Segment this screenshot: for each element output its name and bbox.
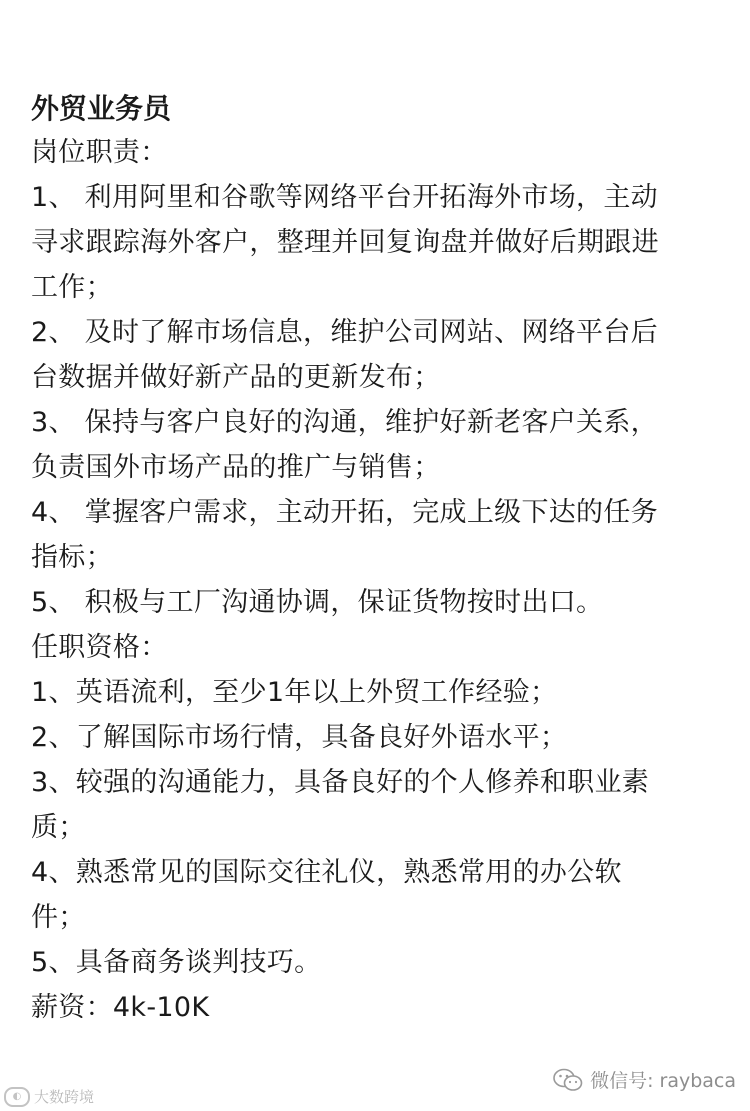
- watermark-left-text: 大数跨境: [34, 1088, 95, 1106]
- requirement-line: 1、英语流利，至少1年以上外贸工作经验；: [31, 677, 558, 708]
- requirement-line: 质；: [31, 812, 86, 843]
- watermark-right: [552, 1066, 736, 1093]
- duty-line: 5、 积极与工厂沟通协调，保证货物按时出口。: [31, 587, 604, 618]
- duty-line: 3、 保持与客户良好的沟通，维护好新老客户关系，: [31, 407, 658, 438]
- requirement-line: 件；: [31, 902, 86, 933]
- watermark-right-text: 微信号: raybaca: [590, 1070, 736, 1092]
- job-posting: [31, 88, 731, 1030]
- watermark-left: [4, 1086, 94, 1107]
- requirement-line: 5、具备商务谈判技巧。: [31, 947, 322, 978]
- wechat-icon: [552, 1067, 584, 1093]
- duty-line: 2、 及时了解市场信息，维护公司网站、网络平台后: [31, 317, 658, 348]
- job-title: 外贸业务员: [31, 92, 172, 125]
- requirements-heading: 任职资格：: [31, 632, 168, 663]
- logo-icon: ◐: [4, 1087, 30, 1107]
- requirement-line: 3、较强的沟通能力，具备良好的个人修养和职业素: [31, 767, 650, 798]
- duty-line: 4、 掌握客户需求，主动开拓，完成上级下达的任务: [31, 497, 658, 528]
- duty-line: 1、 利用阿里和谷歌等网络平台开拓海外市场，主动: [31, 182, 658, 213]
- duties-heading: 岗位职责：: [31, 137, 168, 168]
- duty-line: 寻求跟踪海外客户，整理并回复询盘并做好后期跟进: [31, 227, 659, 258]
- duty-line: 负责国外市场产品的推广与销售；: [31, 452, 441, 483]
- duty-line: 台数据并做好新产品的更新发布；: [31, 362, 441, 393]
- duty-line: 指标；: [31, 542, 113, 573]
- duty-line: 工作；: [31, 272, 113, 303]
- requirement-line: 2、了解国际市场行情，具备良好外语水平；: [31, 722, 568, 753]
- salary-line: 薪资：4k-10K: [31, 992, 210, 1023]
- requirement-line: 4、熟悉常见的国际交往礼仪，熟悉常用的办公软: [31, 857, 622, 888]
